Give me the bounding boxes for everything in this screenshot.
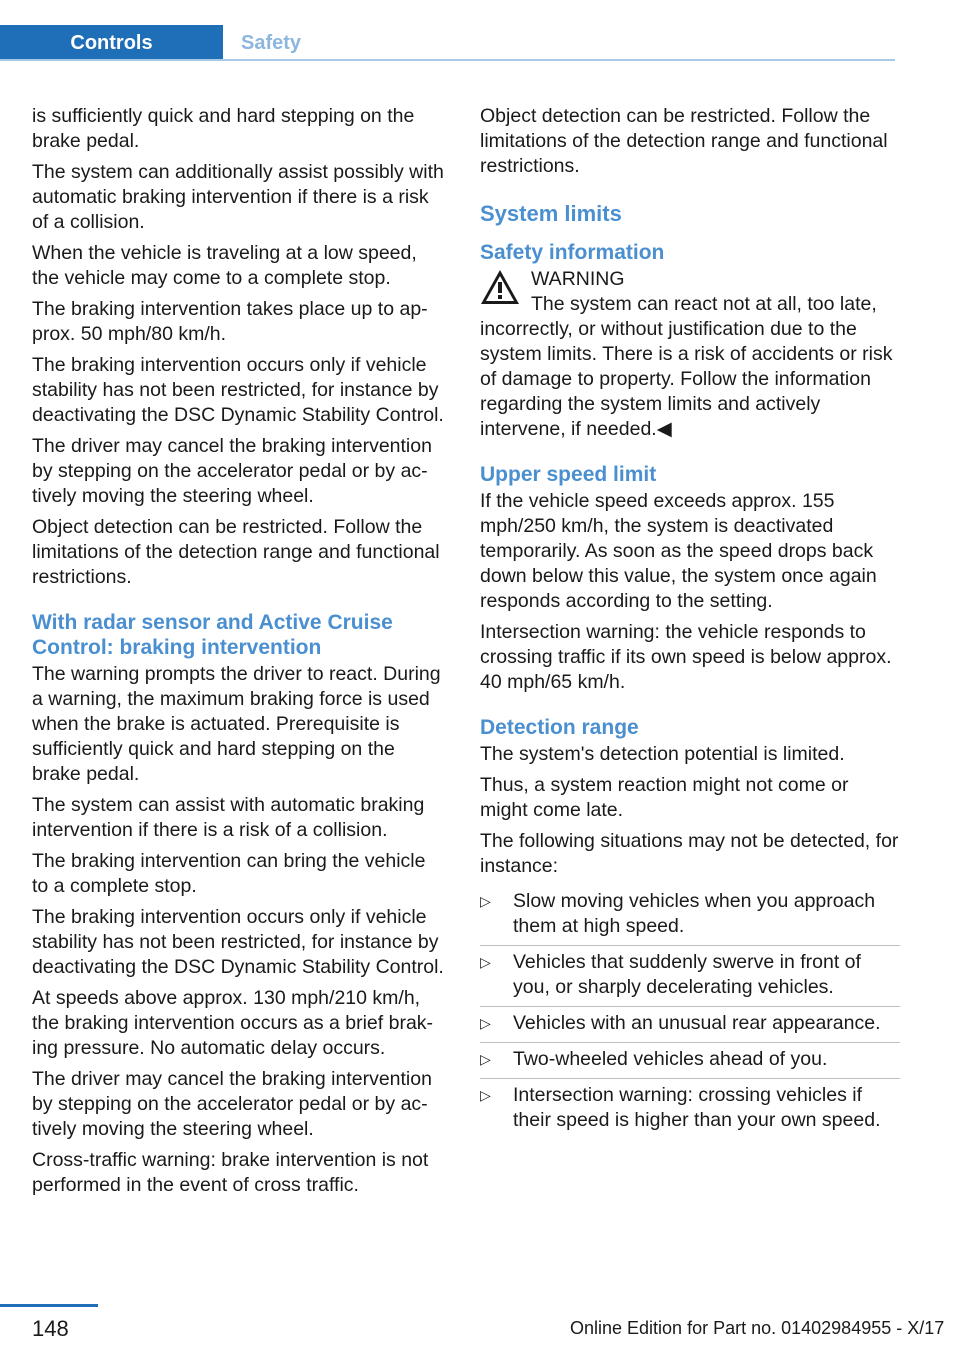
right-column	[480, 104, 900, 1139]
list-item	[480, 1079, 900, 1139]
list-item-text: Slow moving vehicles when you approach them at high speed.	[513, 890, 876, 937]
paragraph: When the vehicle is traveling at a low speed, the vehicle may come to a complete stop.	[32, 242, 417, 289]
paragraph: The braking intervention occurs only if vehicle stability has not been restricted, for instance by deactivating the DSC Dynamic Stability Control.	[32, 354, 444, 426]
paragraph: The system can additionally assist possibly with automatic braking intervention if there is a risk of a collision.	[32, 161, 444, 233]
page-number: 148	[32, 1316, 69, 1341]
paragraph: The braking intervention occurs only if vehicle stability has not been restricted, for instance by deactivating the DSC Dynamic Stability Control.	[32, 906, 444, 978]
list-item-text: Two-wheeled vehicles ahead of you.	[513, 1048, 828, 1070]
list-item-text: Vehicles with an unusual rear appearance.	[513, 1012, 881, 1034]
warning-triangle-icon	[480, 269, 520, 305]
paragraph: is sufficiently quick and hard stepping on the brake pedal.	[32, 105, 415, 152]
paragraph: The system can assist with automatic braking intervention if there is a risk of a collision.	[32, 794, 425, 841]
triangle-bullet-icon: ▷	[480, 1087, 491, 1103]
paragraph: If the vehicle speed exceeds approx. 155 mph/250 km/h, the system is deactivated temporarily. As soon as the speed drops back down below this value, the system once again responds according to the setting.	[480, 490, 877, 612]
heading-system-limits: System limits	[480, 201, 622, 226]
left-column	[32, 104, 447, 1204]
detection-list	[480, 885, 900, 1139]
paragraph: The driver may cancel the braking intervention by stepping on the accelerator pedal or by actively moving the steering wheel.	[32, 435, 432, 507]
triangle-bullet-icon: ▷	[480, 954, 491, 970]
paragraph: The warning prompts the driver to react. During a warning, the maximum braking force is used when the brake is actuated. Prerequisite is sufficiently quick and hard stepping on the brake pedal.	[32, 663, 441, 785]
paragraph: Object detection can be restricted. Follow the limitations of the detection range and functional restrictions.	[480, 105, 888, 177]
warning-line-1: The system can react not at all, too late,	[531, 293, 877, 315]
warning-block	[480, 267, 900, 442]
list-item	[480, 1043, 900, 1079]
list-item-text: Intersection warning: crossing vehicles if their speed is higher than your own speed.	[513, 1084, 881, 1131]
paragraph: The braking intervention takes place up to approx. 50 mph/80 km/h.	[32, 298, 428, 345]
footer-rule	[0, 1304, 98, 1307]
heading-detection-range: Detection range	[480, 716, 639, 739]
paragraph: The driver may cancel the braking intervention by stepping on the accelerator pedal or by actively moving the steering wheel.	[32, 1068, 432, 1140]
heading-safety-information: Safety information	[480, 241, 665, 264]
triangle-bullet-icon: ▷	[480, 1051, 491, 1067]
section-heading-radar: With radar sensor and Active Cruise Control: braking intervention	[32, 611, 393, 659]
triangle-bullet-icon: ▷	[480, 1015, 491, 1031]
paragraph: Cross-traffic warning: brake intervention is not performed in the event of cross traffic.	[32, 1149, 429, 1196]
edition-text: Online Edition for Part no. 01402984955 - X/17	[570, 1318, 945, 1338]
paragraph: At speeds above approx. 130 mph/210 km/h, the braking intervention occurs as a brief braking pressure. No automatic delay occurs.	[32, 987, 434, 1059]
warning-title: WARNING	[531, 268, 625, 290]
paragraph: The braking intervention can bring the vehicle to a complete stop.	[32, 850, 426, 897]
paragraph: The following situations may not be detected, for instance:	[480, 830, 899, 877]
paragraph: Intersection warning: the vehicle responds to crossing traffic if its own speed is below approx. 40 mph/65 km/h.	[480, 621, 892, 693]
chapter-tabbar	[0, 25, 895, 61]
tab-controls-label: Controls	[70, 31, 153, 54]
list-item	[480, 1007, 900, 1043]
tab-divider	[0, 59, 895, 61]
paragraph: The system's detection potential is limited.	[480, 743, 845, 765]
paragraph: Object detection can be restricted. Follow the limitations of the detection range and functional restrictions.	[32, 516, 440, 588]
paragraph: Thus, a system reaction might not come or might come late.	[480, 774, 849, 821]
list-item	[480, 946, 900, 1007]
list-item	[480, 885, 900, 946]
tab-safety-label: Safety	[240, 31, 302, 54]
warning-body: incorrectly, or without justification due to the system limits. There is a risk of accidents or risk of damage to property. Follow the information regarding the system limits and actively intervene, if needed.◀	[480, 318, 893, 440]
tab-controls[interactable]	[0, 25, 223, 61]
triangle-bullet-icon: ▷	[480, 893, 491, 909]
list-item-text: Vehicles that suddenly swerve in front of you, or sharply decelerating vehicles.	[513, 951, 861, 998]
heading-upper-speed-limit: Upper speed limit	[480, 463, 657, 486]
tab-safety[interactable]	[223, 25, 319, 61]
